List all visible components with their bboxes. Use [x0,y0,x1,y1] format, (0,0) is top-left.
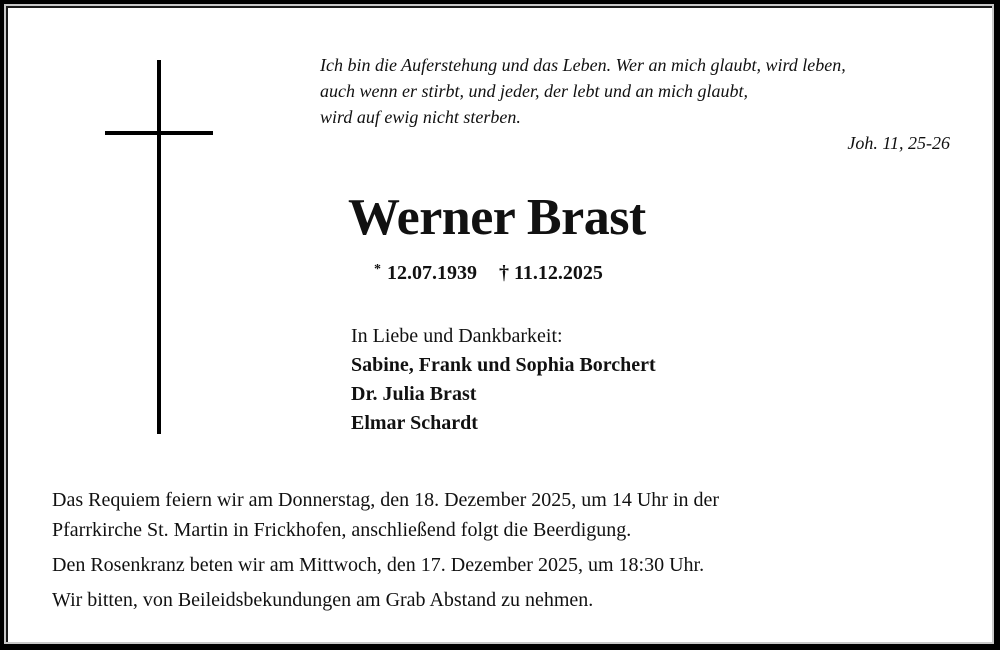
info-line-requiem: Das Requiem feiern wir am Donnerstag, den 18. Dezember 2025, um 14 Uhr in der [52,489,720,511]
mourners-list [351,322,656,438]
cross-icon-vertical [157,60,161,434]
info-line-rosary: Den Rosenkranz beten wir am Mittwoch, den 17. Dezember 2025, um 18:30 Uhr. [52,554,705,576]
death-date: 11.12.2025 [514,262,603,284]
mourners-intro: In Liebe und Dankbarkeit: [351,325,563,347]
info-line-requiem-location: Pfarrkirche St. Martin in Frickhofen, anschließend folgt die Beerdigung. [52,519,632,541]
verse-line: wird auf ewig nicht sterben. [320,107,521,127]
cross-icon-horizontal [105,131,213,135]
verse-line: auch wenn er stirbt, und jeder, der lebt und an mich glaubt, [320,81,748,101]
birth-star-icon: * [374,262,381,277]
info-line-condolences: Wir bitten, von Beileidsbekundungen am Grab Abstand zu nehmen. [52,589,594,611]
obituary-notice [8,8,992,642]
mourner-name: Dr. Julia Brast [351,383,477,405]
bible-verse [320,52,980,130]
service-info [52,485,719,615]
death-dagger-icon: † [499,262,509,284]
life-dates [374,262,603,285]
verse-line: Ich bin die Auferstehung und das Leben. Wer an mich glaubt, wird leben, [320,55,846,75]
verse-reference: Joh. 11, 25-26 [847,133,950,153]
deceased-name: Werner Brast [348,189,646,246]
birth-date: 12.07.1939 [387,262,477,284]
mourner-name: Elmar Schardt [351,412,478,434]
mourner-name: Sabine, Frank und Sophia Borchert [351,354,656,376]
